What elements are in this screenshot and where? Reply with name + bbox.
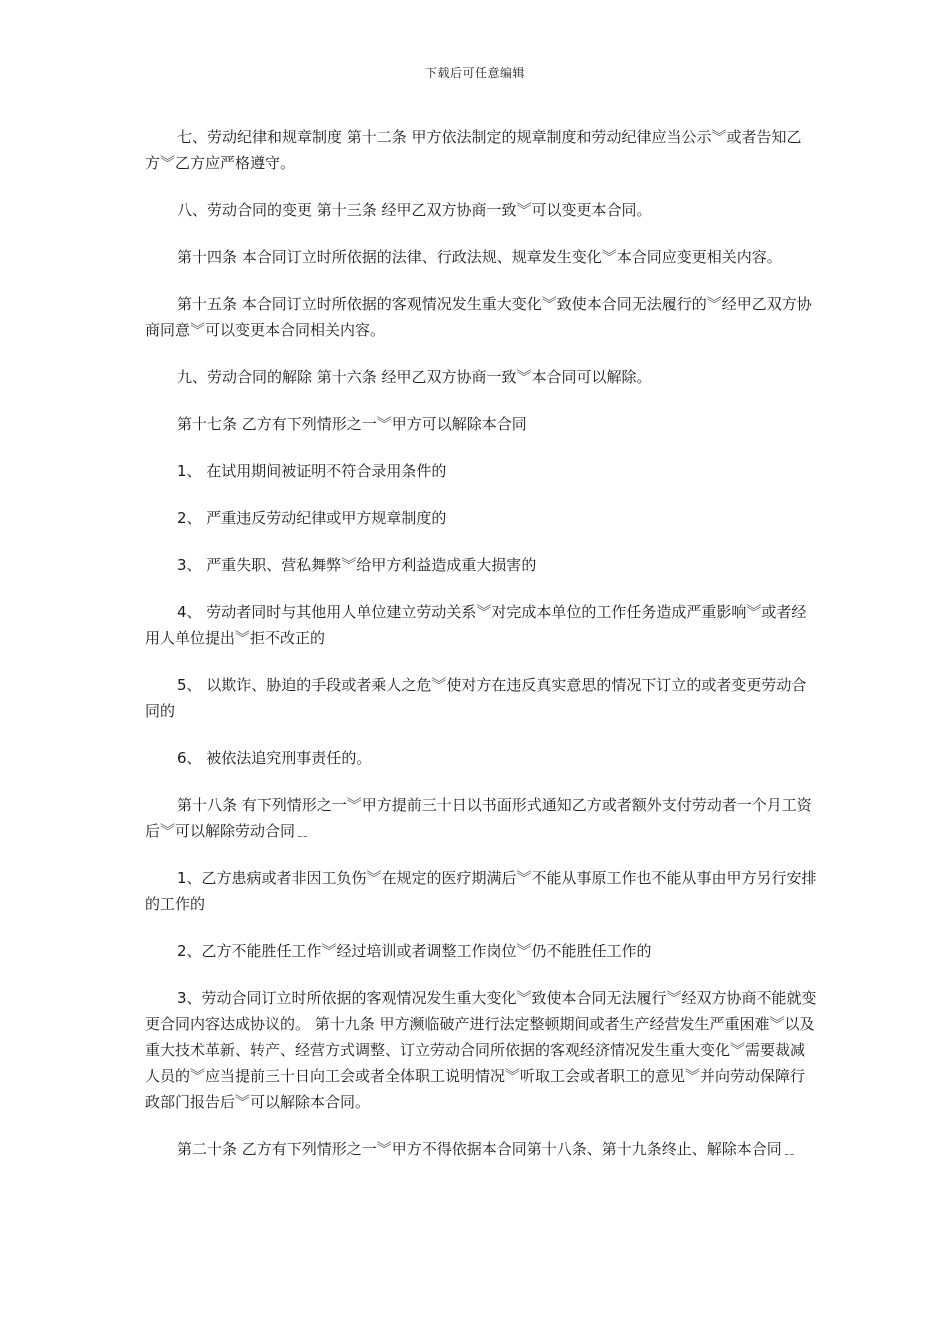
paragraph-article-13: 八、劳动合同的变更 第十三条 经甲乙双方协商一致︾可以变更本合同。 [177,201,652,219]
paragraph-article-15: 第十五条 本合同订立时所依据的客观情况发生重大变化︾致使本合同无法履行的︾经甲乙双方协商同意︾可以变更本合同相关内容。 [145,295,812,339]
page-header: 下载后可任意编辑 [424,66,525,80]
list-item: 1、乙方患病或者非因工负伤︾在规定的医疗期满后︾不能从事原工作也不能从事由甲方另行安排的工作的 [145,869,817,913]
list-item: 6、 被依法追究刑事责任的。 [177,749,372,767]
paragraph-article-12: 七、劳动纪律和规章制度 第十二条 甲方依法制定的规章制度和劳动纪律应当公示︾或者告知乙方︾乙方应严格遵守。 [145,128,802,172]
paragraph-article-20: 第二十条 乙方有下列情形之一︾甲方不得依据本合同第十八条、第十九条终止、解除本合同﹎ [177,1140,797,1158]
paragraph-article-18: 第十八条 有下列情形之一︾甲方提前三十日以书面形式通知乙方或者额外支付劳动者一个月工资后︾可以解除劳动合同﹎ [145,796,812,840]
list-item: 3、劳动合同订立时所依据的客观情况发生重大变化︾致使本合同无法履行︾经双方协商不能就变更合同内容达成协议的。 第十九条 甲方濒临破产进行法定整顿期间或者生产经营发生严重困难︾以及重大技术革新、转产、经营方式调整、订立劳动合同所依据的客观经济情况发生重大变化︾需要裁减人员的︾应当提前三十日向工会或者全体职工说明情况︾听取工会或者职工的意见︾并向劳动保障行政部门报告后︾可以解除本合同。 [145,989,817,1111]
list-item: 5、 以欺诈、胁迫的手段或者乘人之危︾使对方在违反真实意思的情况下订立的或者变更劳动合同的 [145,676,807,720]
paragraph-article-14: 第十四条 本合同订立时所依据的法律、行政法规、规章发生变化︾本合同应变更相关内容。 [177,248,782,266]
list-item: 4、 劳动者同时与其他用人单位建立劳动关系︾对完成本单位的工作任务造成严重影响︾或者经用人单位提出︾拒不改正的 [145,603,807,647]
document-body [145,124,817,1183]
list-item: 2、乙方不能胜任工作︾经过培训或者调整工作岗位︾仍不能胜任工作的 [177,942,652,960]
paragraph-article-17: 第十七条 乙方有下列情形之一︾甲方可以解除本合同 [177,415,527,433]
list-item: 1、 在试用期间被证明不符合录用条件的 [177,462,447,480]
list-item: 2、 严重违反劳动纪律或甲方规章制度的 [177,509,447,527]
list-item: 3、 严重失职、营私舞弊︾给甲方利益造成重大损害的 [177,556,537,574]
paragraph-article-16: 九、劳动合同的解除 第十六条 经甲乙双方协商一致︾本合同可以解除。 [177,368,652,386]
